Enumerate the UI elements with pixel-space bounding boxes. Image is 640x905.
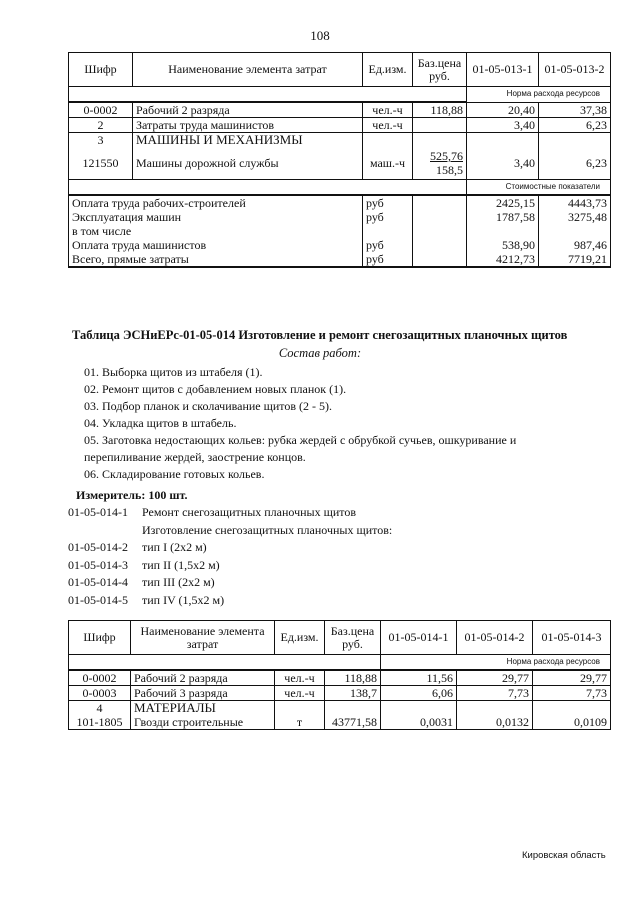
- table-row: [69, 102, 611, 118]
- cost-row: [69, 224, 611, 238]
- cost-value-1: 1787,58: [467, 210, 539, 224]
- cost-name: в том числе: [69, 224, 363, 238]
- row-code: 0-0003: [69, 686, 131, 701]
- row-code: 0-0002: [69, 102, 133, 118]
- norm-label: Норма расхода ресурсов: [381, 655, 611, 671]
- section-code: 3: [69, 133, 133, 148]
- table-row: [69, 118, 611, 133]
- row-value-2: 6,23: [539, 118, 611, 133]
- operation-item: 02. Ремонт щитов с добавлением новых планок (1).: [84, 382, 347, 396]
- header-col-1: 01-05-013-1: [467, 53, 539, 87]
- row-value-1: 20,40: [467, 102, 539, 118]
- header-code: Шифр: [69, 53, 133, 87]
- cost-unit: руб: [363, 238, 413, 252]
- cost-label: Стоимостные показатели: [467, 180, 611, 196]
- norm-label: Норма расхода ресурсов: [467, 87, 611, 103]
- row-value-3: 7,73: [533, 686, 611, 701]
- code-id: 01-05-014-3: [68, 557, 128, 572]
- table-title: Таблица ЭСНиЕРс-01-05-014 Изготовление и ремонт снегозащитных планочных щитов: [72, 328, 568, 342]
- cost-value-1: 4212,73: [467, 252, 539, 267]
- cost-value-2: 3275,48: [539, 210, 611, 224]
- row-value-2: 0,0132: [457, 715, 533, 730]
- row-unit: чел.-ч: [363, 118, 413, 133]
- table-row: [69, 147, 611, 180]
- header-unit: Ед.изм.: [363, 53, 413, 87]
- code-text: тип III (2x2 м): [142, 575, 215, 589]
- cost-value-1: 2425,15: [467, 195, 539, 210]
- operation-item: 04. Укладка щитов в штабель.: [84, 416, 237, 430]
- header-price: Баз.цена руб.: [325, 621, 381, 655]
- code-id: [68, 522, 142, 540]
- cost-row: [69, 238, 611, 252]
- code-id: 01-05-014-2: [68, 540, 128, 554]
- code-id: 01-05-014-5: [68, 592, 128, 607]
- cost-value-2: 4443,73: [539, 195, 611, 210]
- cost-value-1: 538,90: [467, 238, 539, 252]
- cost-row: [69, 195, 611, 210]
- header-col-2: 01-05-014-2: [457, 621, 533, 655]
- operation-item: 05. Заготовка недостающих кольев: рубка жердей с обрубкой сучьев, ошкуривание и перепиливание жердей, заострение концов.: [84, 433, 517, 464]
- section-name: МАШИНЫ И МЕХАНИЗМЫ: [133, 133, 363, 148]
- table-row: [69, 686, 611, 701]
- header-name: Наименование элемента затрат: [133, 53, 363, 87]
- row-price: 118,88: [413, 102, 467, 118]
- operation-item: 06. Складирование готовых кольев.: [84, 467, 265, 481]
- table-row: [69, 670, 611, 686]
- row-value-2: 6,23: [539, 147, 611, 180]
- codes-list: [68, 504, 392, 609]
- row-value-1: 0,0031: [381, 715, 457, 730]
- cost-unit: руб: [363, 252, 413, 267]
- section-name: МАТЕРИАЛЫ: [131, 701, 275, 716]
- row-name: Машины дорожной службы: [133, 147, 363, 180]
- row-code: 0-0002: [69, 670, 131, 686]
- code-text: тип I (2x2 м): [142, 540, 207, 554]
- row-unit: чел.-ч: [363, 102, 413, 118]
- cost-value-2: 987,46: [539, 238, 611, 252]
- header-col-1: 01-05-014-1: [381, 621, 457, 655]
- row-unit: маш.-ч: [363, 147, 413, 180]
- header-code: Шифр: [69, 621, 131, 655]
- section-row: [69, 701, 611, 716]
- code-text: Изготовление снегозащитных планочных щитов:: [142, 522, 393, 537]
- row-price: [413, 118, 467, 133]
- row-value-1: 11,56: [381, 670, 457, 686]
- header-col-3: 01-05-014-3: [533, 621, 611, 655]
- cost-name: Оплата труда рабочих-строителей: [69, 195, 363, 210]
- cost-name: Оплата труда машинистов: [69, 238, 363, 252]
- code-id: 01-05-014-4: [68, 575, 128, 589]
- resource-table-014: [68, 620, 611, 730]
- code-item: [68, 522, 392, 540]
- table-header-row: [69, 53, 611, 87]
- row-price-2: 158,5: [436, 163, 463, 177]
- row-unit: т: [275, 715, 325, 730]
- cost-unit: руб: [363, 210, 413, 224]
- code-text: Ремонт снегозащитных планочных щитов: [142, 505, 357, 519]
- row-code: 121550: [69, 147, 133, 180]
- code-id: 01-05-014-1: [68, 505, 128, 519]
- cost-name: Эксплуатация машин: [69, 210, 363, 224]
- cost-value-2: 7719,21: [539, 252, 611, 267]
- cost-row: [69, 210, 611, 224]
- page-number: 108: [310, 28, 330, 43]
- code-text: тип II (1,5x2 м): [142, 557, 220, 572]
- code-item: [68, 592, 392, 610]
- resource-table-013: [68, 52, 611, 268]
- row-name: Рабочий 3 разряда: [131, 686, 275, 701]
- cost-name: Всего, прямые затраты: [69, 252, 363, 267]
- table-header-row: [69, 621, 611, 655]
- row-name: Затраты труда машинистов: [133, 118, 363, 133]
- row-value-3: 0,0109: [533, 715, 611, 730]
- row-name: Рабочий 2 разряда: [131, 670, 275, 686]
- header-unit: Ед.изм.: [275, 621, 325, 655]
- header-name: Наименование элемента затрат: [131, 621, 275, 655]
- operation-item: 01. Выборка щитов из штабеля (1).: [84, 365, 263, 379]
- row-price: 43771,58: [325, 715, 381, 730]
- section-row: [69, 133, 611, 148]
- row-price: 118,88: [325, 670, 381, 686]
- cost-unit: руб: [363, 195, 413, 210]
- header-col-2: 01-05-013-2: [539, 53, 611, 87]
- operation-item: 03. Подбор планок и сколачивание щитов (2 - 5).: [84, 399, 333, 413]
- code-item: [68, 539, 392, 557]
- header-price: Баз.цена руб.: [413, 53, 467, 87]
- footer-region: Кировская область: [522, 850, 606, 861]
- row-value-1: 3,40: [467, 118, 539, 133]
- code-item: [68, 504, 392, 522]
- section-code: 4: [69, 701, 131, 716]
- code-text: тип IV (1,5x2 м): [142, 592, 225, 607]
- row-value-3: 29,77: [533, 670, 611, 686]
- row-name: Гвозди строительные: [131, 715, 275, 730]
- row-code: 101-1805: [69, 715, 131, 730]
- code-item: [68, 557, 392, 575]
- row-unit: чел.-ч: [275, 670, 325, 686]
- row-price: 525,76: [430, 149, 463, 163]
- row-unit: чел.-ч: [275, 686, 325, 701]
- row-value-1: 3,40: [467, 147, 539, 180]
- code-item: [68, 574, 392, 592]
- row-price: 138,7: [325, 686, 381, 701]
- row-value-1: 6,06: [381, 686, 457, 701]
- row-value-2: 37,38: [539, 102, 611, 118]
- meter: Измеритель: 100 шт.: [76, 488, 188, 502]
- operations-list: [84, 364, 574, 483]
- row-name: Рабочий 2 разряда: [133, 102, 363, 118]
- row-value-2: 7,73: [457, 686, 533, 701]
- works-title: Состав работ:: [278, 346, 362, 360]
- cost-row-total: [69, 252, 611, 267]
- row-value-2: 29,77: [457, 670, 533, 686]
- table-row: [69, 715, 611, 730]
- row-code: 2: [69, 118, 133, 133]
